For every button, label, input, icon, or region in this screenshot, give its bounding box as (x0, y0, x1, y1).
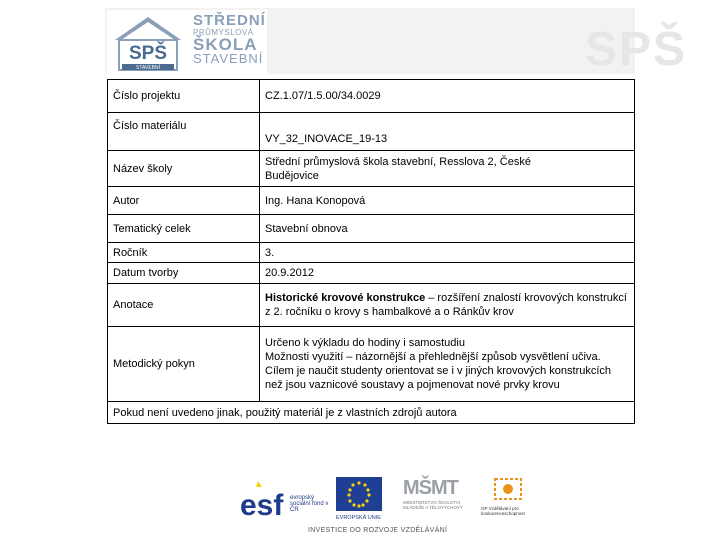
table-row (108, 402, 635, 424)
row-label: Název školy (108, 151, 260, 187)
table-row (108, 263, 635, 284)
logo-line-2: PRŮMYSLOVÁ (193, 28, 254, 37)
row-value: CZ.1.07/1.5.00/34.0029 (260, 80, 635, 113)
project-info-table (107, 79, 635, 424)
row-value: Stavební obnova (260, 215, 635, 243)
funding-logos (238, 473, 543, 540)
table-row (108, 327, 635, 402)
table-row (108, 284, 635, 327)
eu-logo (336, 477, 394, 523)
row-value: VY_32_INOVACE_19-13 (260, 113, 635, 151)
row-value (260, 284, 635, 327)
row-value: Střední průmyslová škola stavební, Resslova 2, České Budějovice (260, 151, 635, 187)
row-label: Anotace (108, 284, 260, 327)
annotation-rest: – rozšíření znalostí krovových konstrukcí z 2. ročníku o krovy s hambalkové a o Ránkův krov (265, 292, 627, 318)
logo-wordmark (193, 14, 267, 72)
annotation-bold: Historické krovové konstrukce (265, 292, 426, 304)
table-row (108, 80, 635, 113)
op-logo (481, 477, 541, 523)
footer-note: Pokud není uvedeno jinak, použitý materiál je z vlastních zdrojů autora (108, 402, 635, 424)
row-value (260, 327, 635, 402)
msmt-mark: MŠMT (403, 477, 458, 499)
op-mark-icon (493, 477, 523, 501)
row-label: Ročník (108, 243, 260, 263)
table-row (108, 187, 635, 215)
msmt-text: MINISTERSTVO ŠKOLSTVÍ, MLÁDEŽE A TĚLOVÝCHOVY (403, 500, 463, 510)
op-text: OP Vzdělávání pro konkurenceschopnost (481, 506, 525, 516)
logo-line-3: ŠKOLA (193, 35, 258, 54)
row-label: Metodický pokyn (108, 327, 260, 402)
row-label: Číslo materiálu (108, 113, 260, 151)
row-value: 20.9.2012 (260, 263, 635, 284)
esf-mark-icon (238, 477, 288, 523)
table-row (108, 243, 635, 263)
watermark-text: SPŠ (585, 23, 688, 76)
method-line: Cílem je naučit studenty orientovat se i v jiných krovových konstrukcích než jsou vaznicové soustavy a pojmenovat nové prvky krovu (265, 365, 612, 391)
house-logo-icon (113, 14, 183, 72)
row-label: Datum tvorby (108, 263, 260, 284)
eu-flag-icon (336, 477, 382, 511)
method-line: Možnosti využití – názornější a přehlednější způsob vysvětlení učiva. (265, 351, 601, 363)
logo-line-4: STAVEBNÍ (193, 51, 264, 66)
logo-mark-sub: STAVEBNÍ (136, 65, 160, 71)
esf-text: evropský sociální fond v ČR (290, 495, 329, 513)
row-value: Ing. Hana Konopová (260, 187, 635, 215)
eu-text: EVROPSKÁ UNIE (336, 515, 381, 521)
logo-mark: SPŠ (128, 43, 168, 64)
method-line: Určeno k výkladu do hodiny i samostudiu (265, 337, 465, 349)
esf-mark: esf (240, 489, 284, 522)
school-logo (107, 10, 267, 74)
table-row (108, 151, 635, 187)
table-row (108, 215, 635, 243)
row-label: Číslo projektu (108, 80, 260, 113)
table-row (108, 113, 635, 151)
msmt-logo (403, 477, 473, 523)
row-label: Autor (108, 187, 260, 215)
row-label: Tematický celek (108, 215, 260, 243)
investment-caption: INVESTICE DO ROZVOJE VZDĚLÁVÁNÍ (308, 527, 448, 534)
row-value: 3. (260, 243, 635, 263)
esf-logo (238, 477, 333, 523)
logo-line-1: STŘEDNÍ (193, 12, 266, 29)
